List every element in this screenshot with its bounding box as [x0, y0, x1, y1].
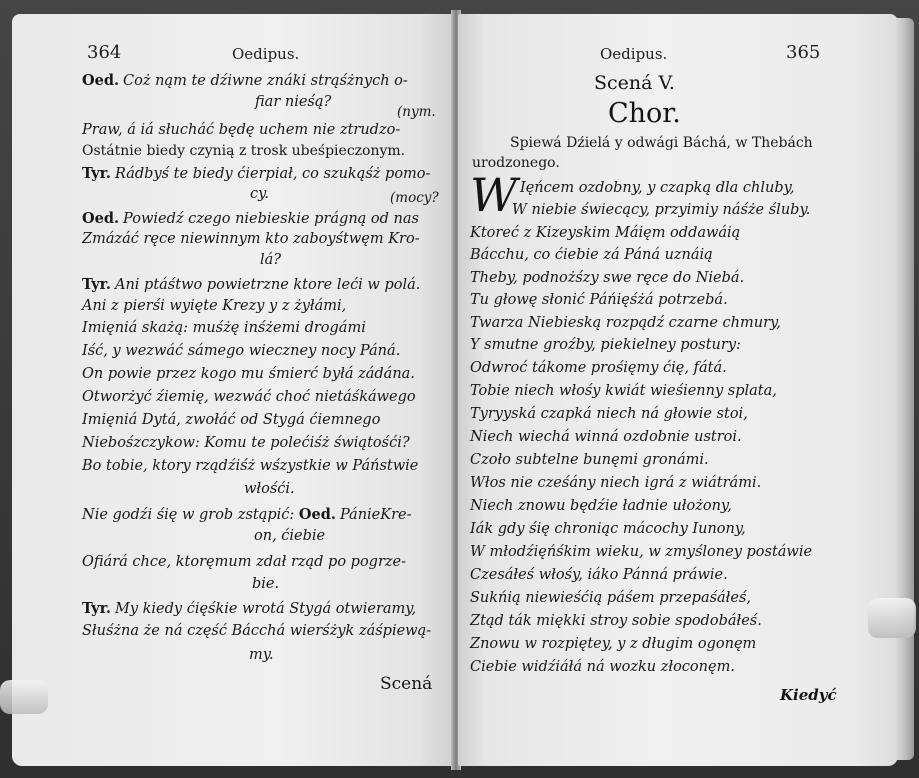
text-line: bie.	[252, 576, 280, 592]
drop-cap: W	[470, 168, 518, 222]
verse-line: Tyryyská czapká niech ná głowie stoi,	[470, 406, 748, 422]
text-line	[82, 210, 419, 227]
intro-line: urodzonego.	[472, 155, 560, 171]
scene-title: Scená V.	[594, 72, 675, 94]
verse-line: Twarza Niebieską rozpądź czarne chmury,	[470, 315, 781, 331]
speaker-label: Oed.	[82, 210, 120, 227]
verse-text: Coż nąm te dźiwne znáki strąśżnych o-	[123, 73, 408, 89]
verse-line: Theby, podnożśzy swe ręce do Niebá.	[470, 270, 745, 286]
intro-line: Spiewá Dźielá y odwági Báchá, w Thebách	[510, 135, 813, 151]
text-line: On powie przez kogo mu śmierć byłá zádána.	[82, 366, 415, 382]
verse-text: PánieKre-	[339, 507, 412, 523]
verse-line: Niech wiechá winná ozdobnie ustroi.	[470, 429, 742, 445]
catchword: Scená	[380, 674, 433, 694]
verse-line: W młodźięńśkim wieku, w zmyśloney postáwie	[470, 544, 813, 560]
chorus-title: Chor.	[608, 98, 681, 129]
catchword: Kiedyć	[780, 686, 837, 704]
text-line: on, ćiebie	[254, 528, 326, 544]
verse-line: Ięńcem ozdobny, y czapką dla chluby,	[520, 180, 795, 196]
speaker-label: Tyr.	[82, 276, 111, 293]
page-number: 365	[786, 42, 821, 63]
verse-line: Ciebie widźiáłá ná wozku złoconęm.	[470, 659, 735, 675]
text-line: (mocy?	[390, 190, 439, 206]
text-line: Imięniá Dytá, zwołáć od Stygá ćiemnego	[82, 412, 381, 428]
verse-line: Znowu w rozpiętey, y z długim ogonęm	[470, 636, 757, 652]
page-edge	[896, 18, 914, 760]
speaker-label: Oed.	[298, 506, 336, 523]
speaker-label: Oed.	[82, 72, 120, 89]
verse-text: Rádbyś te biedy ćierpiał, co szukąśż pomo-	[114, 166, 431, 182]
verse-line: Ztąd ták miękki stroy sobie spodobáłeś.	[470, 613, 762, 629]
verse-text: Ani ptáśtwo powietrzne ktore leći w polá.	[114, 277, 421, 293]
text-line	[82, 165, 430, 182]
verse-line: Czoło subtelne bunęmi gronámi.	[470, 452, 709, 468]
text-line: włośći.	[244, 481, 295, 497]
verse-line: Sukńią niewieśćią páśem przepaśáłeś,	[470, 590, 752, 606]
text-line: Niebośzczykow: Komu te polećiśż świątośći?	[82, 435, 410, 451]
text-line: Zmázáć ręce niewinnym kto zaboyśtwęm Kro-	[82, 231, 420, 247]
text-line	[82, 600, 416, 617]
verse-text: My kiedy ćięśkie wrotá Stygá otwieramy,	[114, 601, 417, 617]
verse-line: Tu głowę słonić Páńięśżá potrzebá.	[470, 292, 728, 308]
book-clip-right	[868, 598, 916, 638]
text-line: Słuśżna że ná część Bácchá wierśżyk záśpiewą-	[82, 623, 432, 639]
book-clip-left	[0, 680, 48, 714]
text-line: Bo tobie, ktory rządźiśż wśzystkie w Páństwie	[82, 458, 419, 474]
right-page	[458, 14, 898, 766]
text-line: Iść, y wezwáć sámego wieczney nocy Páná.	[82, 343, 401, 359]
verse-line: Tobie niech włośy kwiát wieśienny splata,	[470, 383, 777, 399]
text-line: fiar nieśą?	[255, 94, 332, 110]
text-line: Otworżyć źiemię, wezwáć choć nietáśkáwego	[82, 389, 416, 405]
speaker-label: Tyr.	[82, 600, 111, 617]
verse-line: Bácchu, co ćiebie zá Páná uznáią	[470, 247, 713, 263]
text-line	[82, 506, 412, 523]
page-number: 364	[87, 42, 122, 63]
left-page	[12, 14, 455, 766]
speaker-label: Tyr.	[82, 165, 111, 182]
text-line	[82, 276, 420, 293]
text-line: my.	[249, 647, 274, 663]
text-line: Ostátnie biedy czynią z trosk ubeśpieczonym.	[82, 143, 406, 159]
verse-line: Ktoreć z Kizeyskim Máięm oddawáią	[470, 225, 741, 241]
text-line: Praw, á iá słucháć będę uchem nie ztrudzo-	[82, 122, 401, 138]
text-line: Imięniá skażą: muśżę inśżemi drogámi	[82, 320, 366, 336]
verse-line: Włos nie cześány niech igrá z wiátrámi.	[470, 475, 762, 491]
text-line: cy.	[250, 186, 269, 202]
running-head: Oedipus.	[232, 45, 300, 63]
running-head: Oedipus.	[600, 45, 668, 63]
text-line: (nym.	[397, 104, 436, 120]
verse-text: Nie godźi śię w grob zstąpić:	[82, 507, 295, 523]
text-line: lá?	[260, 252, 282, 268]
text-line: Ani z pierśi wyięte Krezy y z żyłámi,	[82, 298, 347, 314]
verse-line: Iák gdy śię chroniąc mácochy Iunony,	[470, 521, 746, 537]
text-line: Ofiárá chce, ktoręmum zdał rząd po pogrze-	[82, 554, 407, 570]
verse-line: Czesáłeś włośy, iáko Pánná práwie.	[470, 567, 728, 583]
text-line	[82, 72, 408, 89]
verse-line: W niebie świecący, przyimiy náśże śluby.	[512, 202, 811, 218]
verse-text: Powiedź czego niebieskie prágną od nas	[123, 211, 419, 227]
verse-line: Y smutne groźby, piekielney postury:	[470, 337, 741, 353]
verse-line: Odwroć tákome prośięmy ćię, fátá.	[470, 360, 727, 376]
verse-line: Niech znowu będźie ładnie ułożony,	[470, 498, 732, 514]
